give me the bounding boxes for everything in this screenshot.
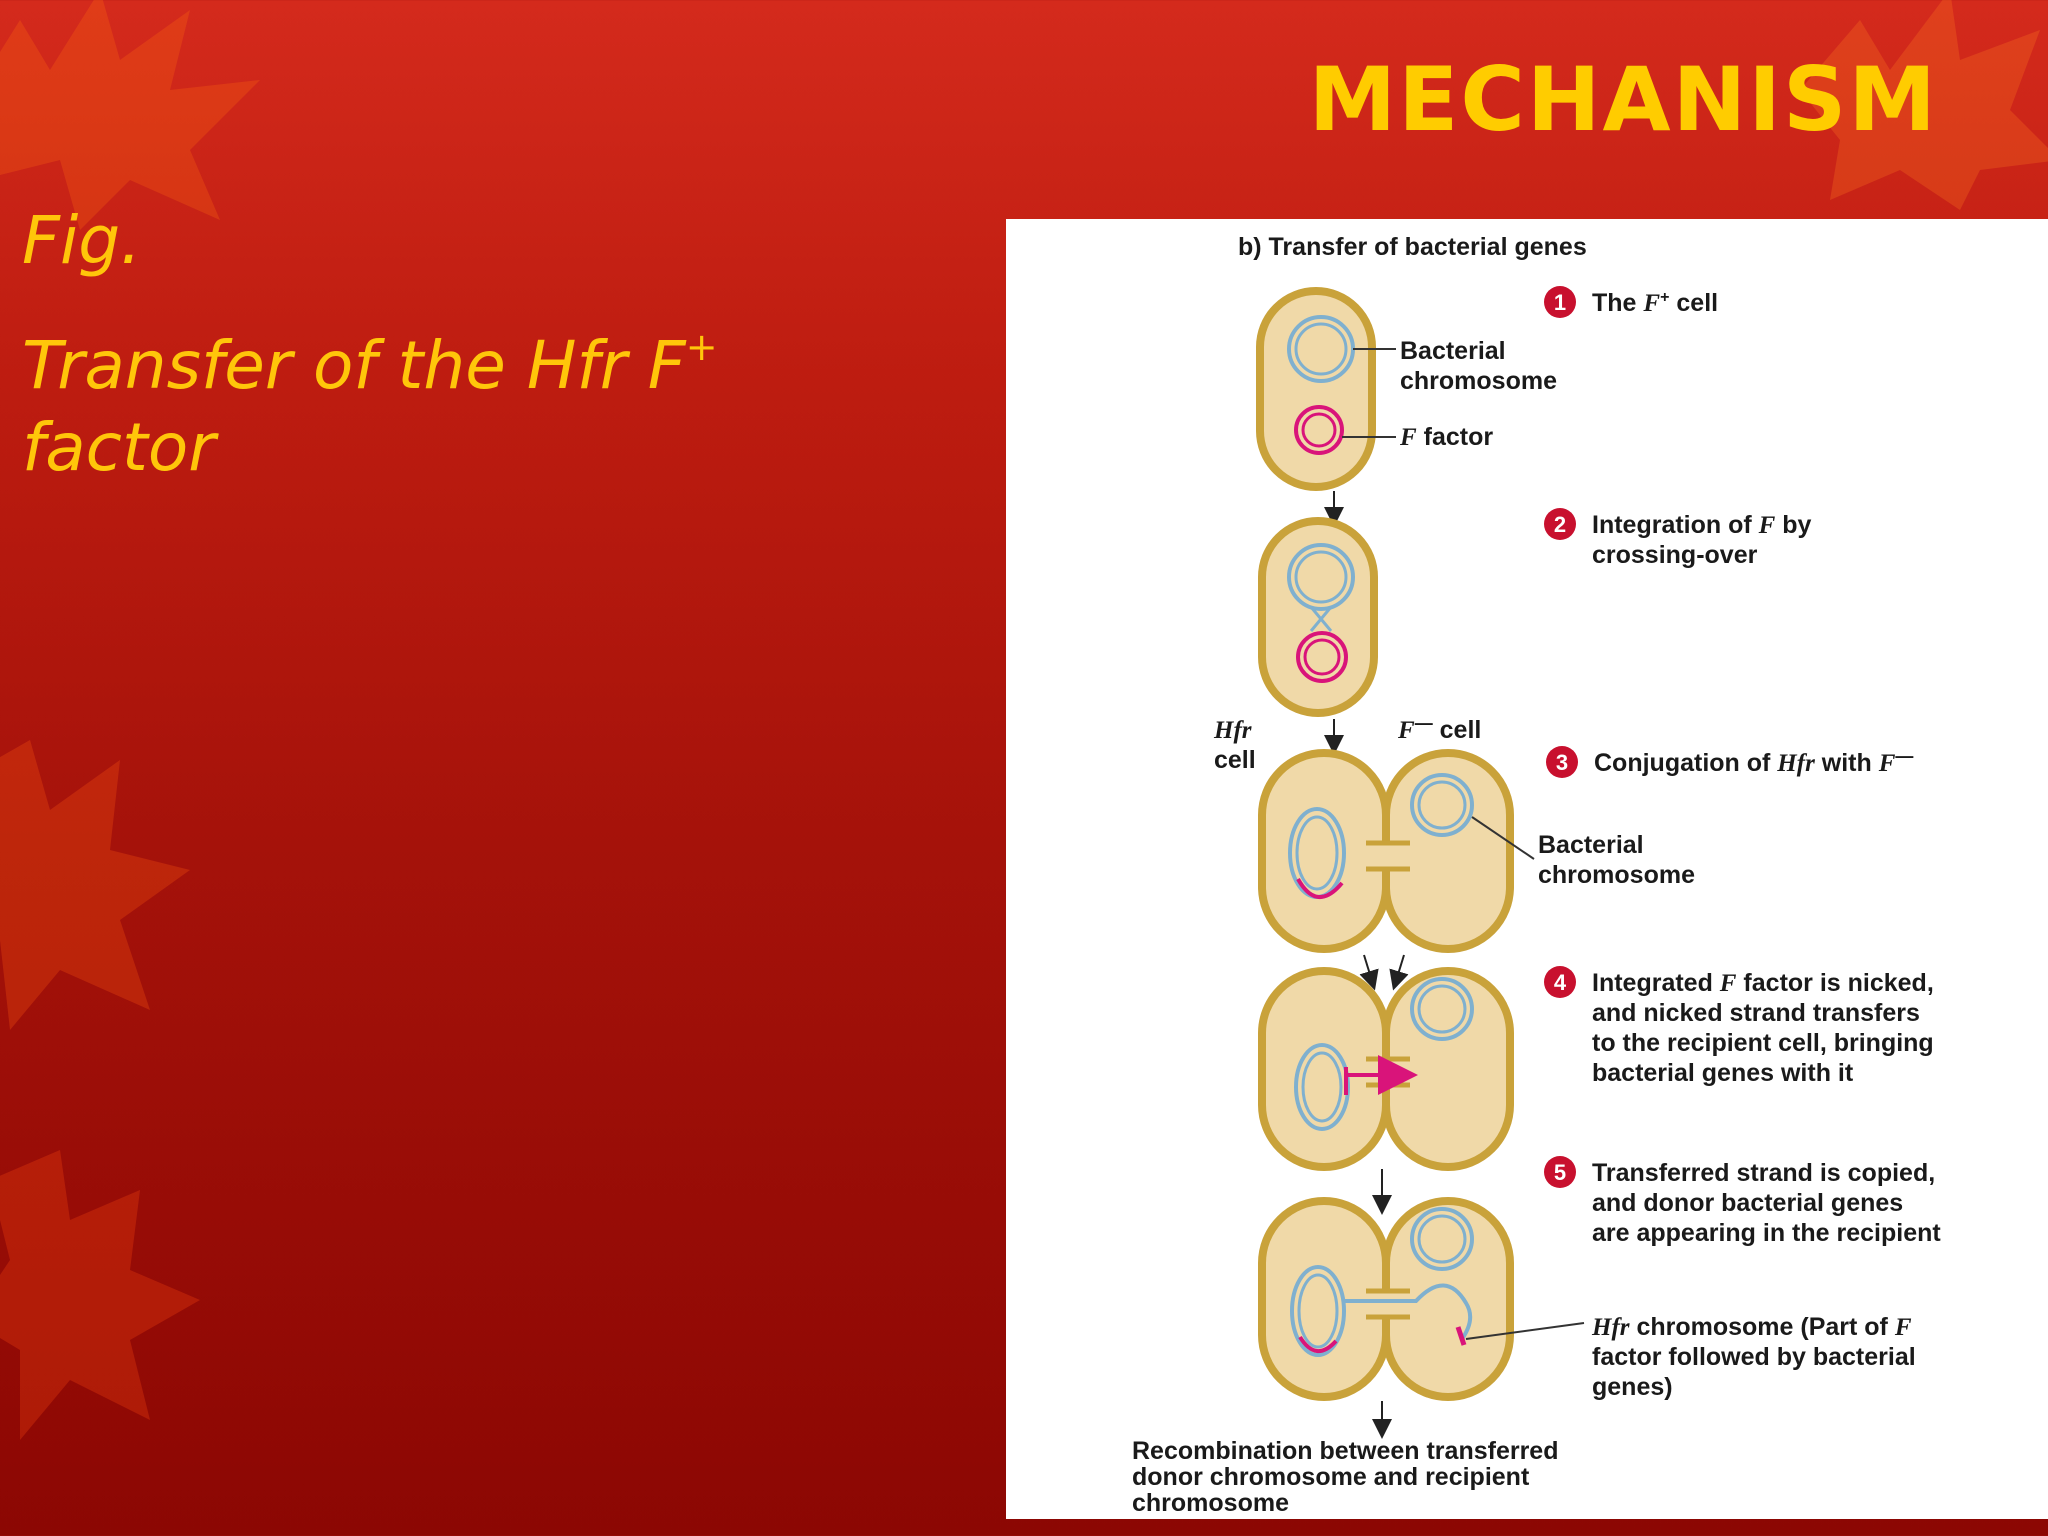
svg-text:crossing-over: crossing-over xyxy=(1592,541,1758,569)
decorative-leaf-left xyxy=(0,720,200,1040)
recombination-cells xyxy=(1262,1201,1584,1397)
bottom-text-2: donor chromosome and recipient xyxy=(1132,1463,1530,1491)
svg-text:5: 5 xyxy=(1553,1160,1567,1185)
caption-text-line3: factor xyxy=(22,409,216,486)
caption-superscript: + xyxy=(685,325,718,369)
transfer-cells xyxy=(1262,971,1510,1167)
label-f-minus-cell: F— cell xyxy=(1398,713,1482,744)
integration-cell xyxy=(1262,521,1374,713)
caption-text: Transfer of the Hfr F xyxy=(22,327,686,404)
step-5 xyxy=(1544,1156,1941,1247)
label-bacterial-chromosome-2: chromosome xyxy=(1400,367,1557,395)
step-4 xyxy=(1544,966,1934,1087)
svg-text:1: 1 xyxy=(1553,290,1567,315)
label-hfr-chromosome-2: factor followed by bacterial xyxy=(1592,1343,1916,1371)
label-recipient-chromosome: Bacterial xyxy=(1538,831,1644,859)
svg-text:Transferred strand is copied,: Transferred strand is copied, xyxy=(1592,1159,1936,1187)
label-hfr-cell: Hfr xyxy=(1214,717,1252,744)
svg-text:and donor bacterial genes: and donor bacterial genes xyxy=(1592,1189,1904,1217)
step-2 xyxy=(1544,508,1812,569)
svg-text:Integration of F by: Integration of F by xyxy=(1592,511,1812,539)
label-hfr-chromosome: Hfr chromosome (Part of F xyxy=(1592,1313,1912,1341)
label-hfr-cell-2: cell xyxy=(1214,746,1256,774)
slide-title: MECHANISM xyxy=(1308,48,1938,151)
svg-text:and nicked strand transfers: and nicked strand transfers xyxy=(1592,999,1920,1027)
svg-text:are appearing in the recipient: are appearing in the recipient xyxy=(1592,1219,1941,1247)
svg-text:The F+ cell: The F+ cell xyxy=(1592,289,1719,317)
svg-text:bacterial genes with it: bacterial genes with it xyxy=(1592,1059,1854,1087)
label-f-factor: F factor xyxy=(1400,423,1494,451)
bottom-text-1: Recombination between transferred xyxy=(1132,1437,1559,1465)
decorative-leaf-bottomleft xyxy=(0,1140,210,1440)
svg-text:3: 3 xyxy=(1555,750,1569,775)
figure-heading: b) Transfer of bacterial genes xyxy=(1238,233,1587,261)
label-bacterial-chromosome: Bacterial xyxy=(1400,337,1506,365)
svg-text:Integrated F factor is nicked,: Integrated F factor is nicked, xyxy=(1592,969,1934,997)
f-plus-cell xyxy=(1260,291,1396,487)
label-hfr-chromosome-3: genes) xyxy=(1592,1373,1673,1401)
svg-text:to the recipient cell, bringin: to the recipient cell, bringing xyxy=(1592,1029,1934,1057)
conjugating-cells xyxy=(1262,753,1534,949)
caption-fig-label: Fig. xyxy=(22,202,142,279)
svg-text:Conjugation of Hfr with F—: Conjugation of Hfr with F— xyxy=(1594,746,1914,777)
diagram-canvas xyxy=(1006,219,2048,1519)
figure-caption xyxy=(22,200,822,489)
conjugation-diagram xyxy=(1006,219,2048,1519)
arrow-3-4a xyxy=(1364,955,1372,981)
label-recipient-chromosome-2: chromosome xyxy=(1538,861,1695,889)
bottom-text-3: chromosome xyxy=(1132,1489,1289,1517)
svg-text:4: 4 xyxy=(1553,970,1567,995)
step-1 xyxy=(1544,286,1718,318)
svg-text:2: 2 xyxy=(1553,512,1567,537)
arrow-3-4b xyxy=(1396,955,1404,981)
step-3 xyxy=(1546,746,1913,778)
caption-description xyxy=(22,306,822,489)
